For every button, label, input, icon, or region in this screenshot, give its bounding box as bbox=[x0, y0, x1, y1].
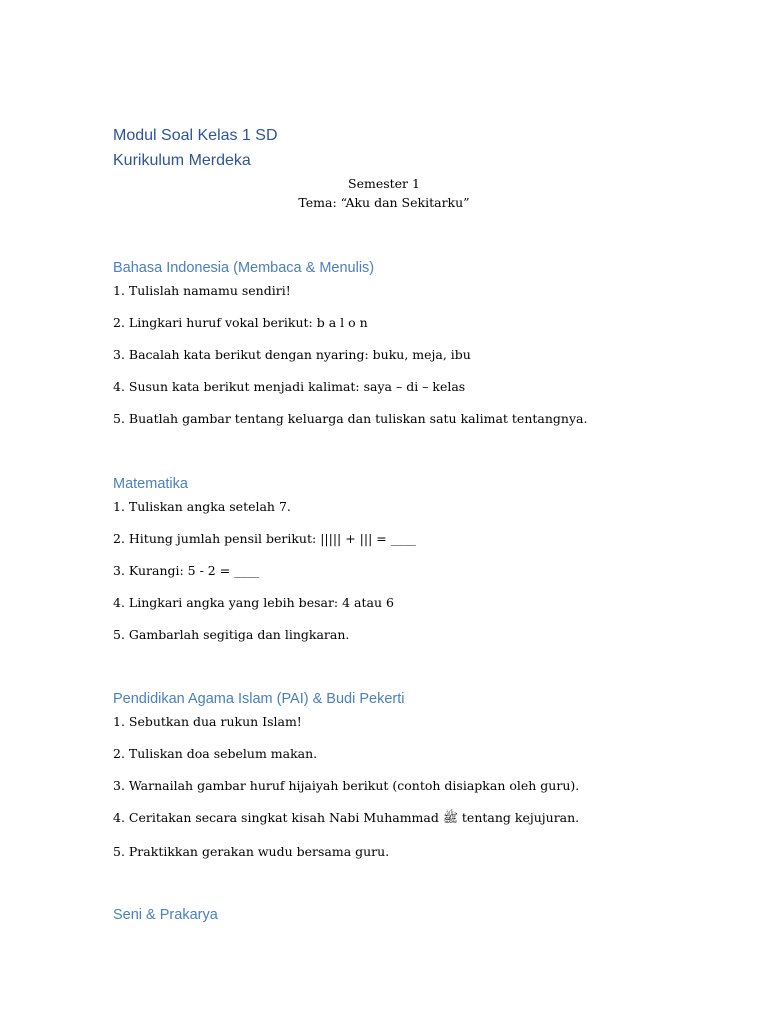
question-item: 3. Kurangi: 5 - 2 = ____ bbox=[113, 563, 260, 578]
question-item: 4. Susun kata berikut menjadi kalimat: saya – di – kelas bbox=[113, 379, 466, 394]
question-item: 3. Warnailah gambar huruf hijaiyah berikut (contoh disiapkan oleh guru). bbox=[113, 778, 580, 793]
question-item: 1. Tuliskan angka setelah 7. bbox=[113, 499, 291, 514]
question-item: 4. Lingkari angka yang lebih besar: 4 atau 6 bbox=[113, 595, 394, 610]
question-item: 3. Bacalah kata berikut dengan nyaring: buku, meja, ibu bbox=[113, 347, 471, 362]
question-item: 2. Hitung jumlah pensil berikut: ||||| + ||| = ____ bbox=[113, 531, 416, 546]
section-heading-matematika: Matematika bbox=[113, 476, 188, 492]
question-item: 5. Praktikkan gerakan wudu bersama guru. bbox=[113, 844, 390, 859]
question-item: 5. Buatlah gambar tentang keluarga dan tuliskan satu kalimat tentangnya. bbox=[113, 411, 588, 426]
section-heading-seni-prakarya: Seni & Prakarya bbox=[113, 907, 218, 923]
theme-label: Tema: “Aku dan Sekitarku” bbox=[298, 195, 470, 210]
semester-label: Semester 1 bbox=[348, 176, 420, 191]
question-item: 1. Tulislah namamu sendiri! bbox=[113, 283, 291, 298]
document-subtitle: Kurikulum Merdeka bbox=[113, 152, 251, 169]
section-heading-pai: Pendidikan Agama Islam (PAI) & Budi Pekerti bbox=[113, 691, 405, 707]
section-heading-bahasa-indonesia: Bahasa Indonesia (Membaca & Menulis) bbox=[113, 260, 375, 276]
question-item: 2. Lingkari huruf vokal berikut: b a l o n bbox=[113, 315, 368, 330]
question-item: 2. Tuliskan doa sebelum makan. bbox=[113, 746, 318, 761]
question-item: 4. Ceritakan secara singkat kisah Nabi Muhammad ﷺ tentang kejujuran. bbox=[113, 810, 580, 825]
question-item: 5. Gambarlah segitiga dan lingkaran. bbox=[113, 627, 350, 642]
document-title: Modul Soal Kelas 1 SD bbox=[113, 127, 278, 144]
question-item: 1. Sebutkan dua rukun Islam! bbox=[113, 714, 302, 729]
